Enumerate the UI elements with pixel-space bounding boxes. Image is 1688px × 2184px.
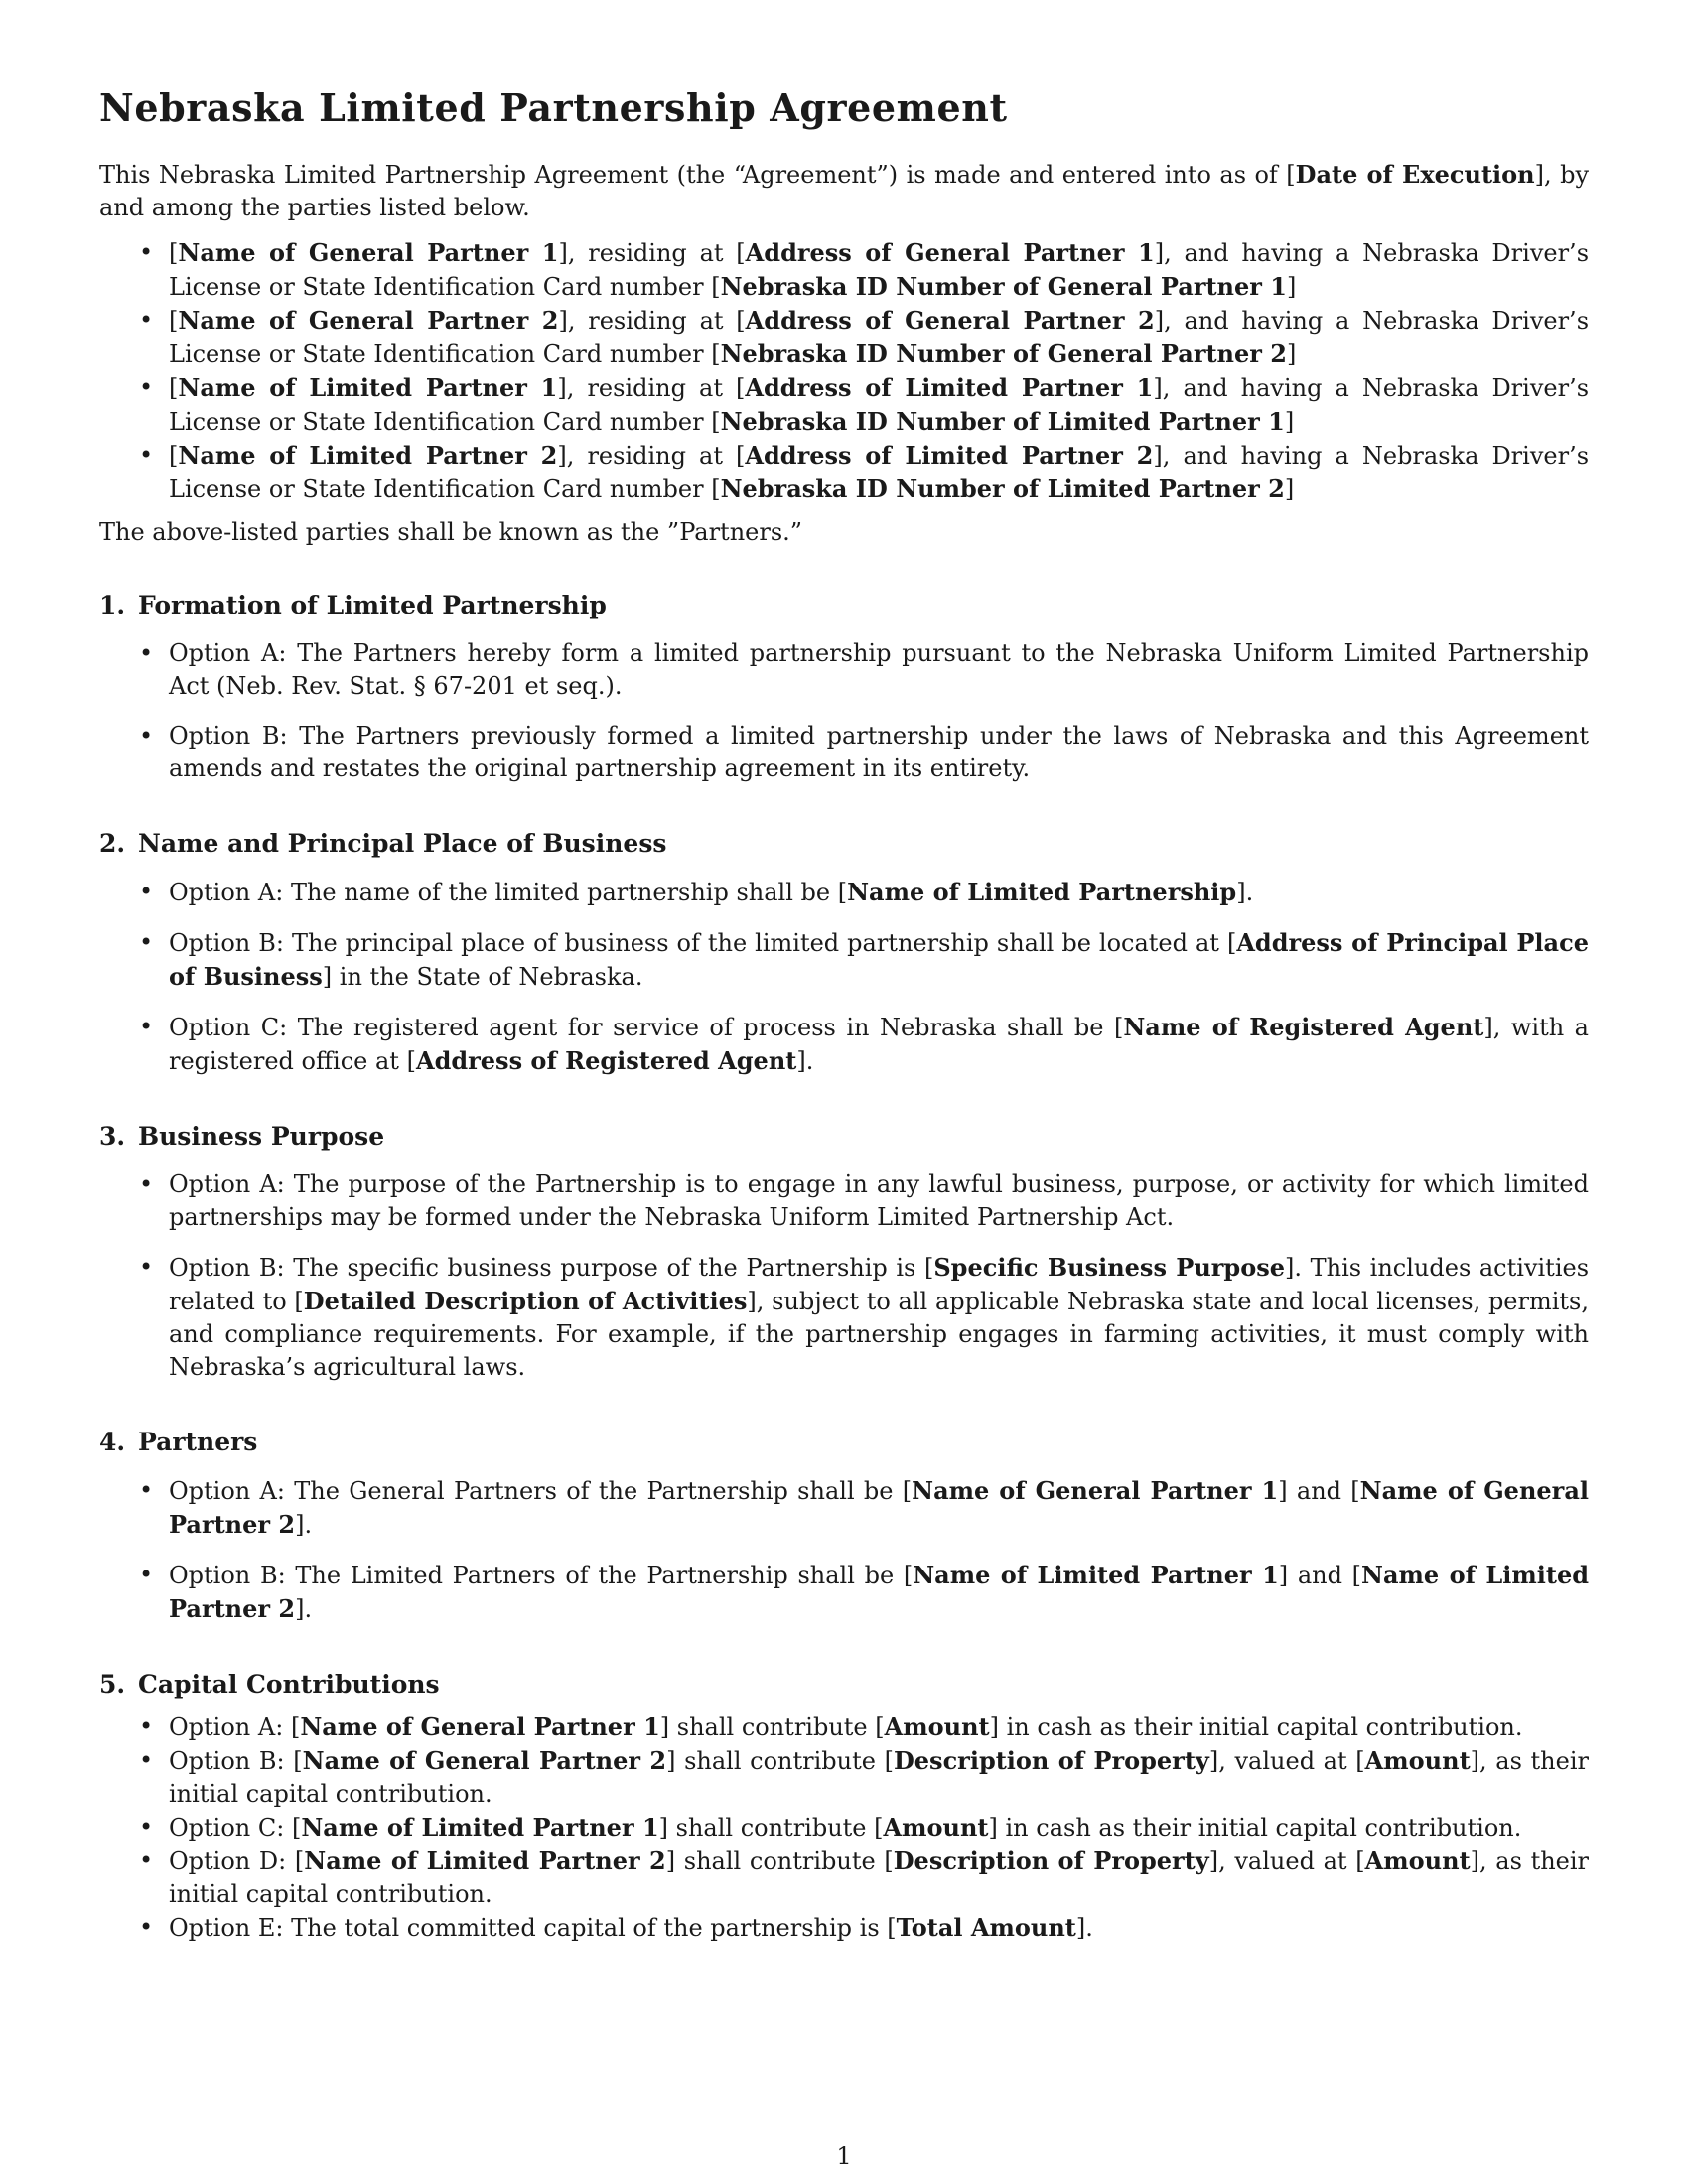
section-options: [99, 1474, 1589, 1626]
placeholder-field: Amount: [883, 1813, 989, 1842]
placeholder-field: Detailed Description of Activities: [303, 1287, 748, 1315]
placeholder-field: Name of General Partner 1: [300, 1712, 660, 1741]
placeholder-field: Specific Business Purpose: [933, 1253, 1286, 1282]
placeholder-field: Name of Limited Partnership: [847, 878, 1237, 906]
intro-text-start: This Nebraska Limited Partnership Agreement (the “Agreement”) is made and entered into as of [: [99, 161, 1296, 189]
placeholder-field: Total Amount: [896, 1913, 1076, 1942]
section-number: 4.: [99, 1428, 126, 1456]
placeholder-field: Name of Limited Partner 1: [301, 1813, 659, 1842]
section-formation: [99, 591, 1589, 785]
placeholder-field: Address of Principal Place of Business: [169, 928, 1589, 991]
section-number: 5.: [99, 1670, 126, 1699]
placeholder-field: Name of Registered Agent: [1123, 1013, 1484, 1041]
document-title: Nebraska Limited Partnership Agreement: [99, 85, 1008, 130]
party-name: Name of Limited Partner 2: [178, 441, 558, 470]
placeholder-field: Name of General Partner 2: [302, 1746, 667, 1775]
section-title: Name and Principal Place of Business: [138, 829, 667, 858]
placeholder-field: Description of Property: [893, 1846, 1209, 1875]
party-item: • [Name of General Partner 1], residing at [Address of General Partner 1], and having a Nebraska Driver’s License or State Identification Card number [Nebraska ID Number of General Partner 1]: [169, 236, 1589, 304]
section-number: 3.: [99, 1122, 126, 1151]
section-title: Formation of Limited Partnership: [138, 591, 607, 619]
option-item: • Option B: The Limited Partners of the Partnership shall be [Name of Limited Partner 1] and [Name of Limited Partner 2].: [169, 1559, 1589, 1626]
page-number: 1: [836, 2142, 852, 2170]
section-options: [99, 637, 1589, 785]
option-item: • Option B: The Partners previously formed a limited partnership under the laws of Nebraska and this Agreement amends and restates the original partnership agreement in its entirety.: [169, 720, 1589, 785]
option-item: • Option C: [Name of Limited Partner 1] shall contribute [Amount] in cash as their initial capital contribution.: [169, 1811, 1589, 1844]
option-item: • Option B: The specific business purpose of the Partnership is [Specific Business Purpose]. This includes activities related to [Detailed Description of Activities], subject to all applicable Nebraska state and local licenses, permits, and compliance requirements. For example, if the partnership engages in farming activities, it must comply with Nebraska’s agricultural laws.: [169, 1251, 1589, 1384]
party-id: Nebraska ID Number of Limited Partner 2: [720, 475, 1285, 503]
section-heading: [99, 1428, 1589, 1456]
placeholder-field: Amount: [884, 1712, 990, 1741]
party-id: Nebraska ID Number of Limited Partner 1: [720, 407, 1285, 436]
section-title: Capital Contributions: [138, 1670, 440, 1699]
section-business-purpose: [99, 1122, 1589, 1384]
section-title: Partners: [138, 1428, 258, 1456]
placeholder-field: Name of Limited Partner 2: [304, 1846, 666, 1875]
section-title: Business Purpose: [138, 1122, 385, 1151]
party-address: Address of Limited Partner 1: [745, 373, 1154, 402]
section-options: [99, 1710, 1589, 1945]
document-page: [99, 85, 1589, 1945]
placeholder-field: Address of Registered Agent: [415, 1046, 797, 1075]
party-item: • [Name of Limited Partner 2], residing at [Address of Limited Partner 2], and having a Nebraska Driver’s License or State Identification Card number [Nebraska ID Number of Limited Partner 2]: [169, 439, 1589, 506]
placeholder-field: Amount: [1364, 1746, 1471, 1775]
section-number: 2.: [99, 829, 126, 858]
party-item: • [Name of Limited Partner 1], residing at [Address of Limited Partner 1], and having a Nebraska Driver’s License or State Identification Card number [Nebraska ID Number of Limited Partner 1]: [169, 371, 1589, 439]
placeholder-field: Name of General Partner 1: [912, 1476, 1279, 1505]
placeholder-field: Name of General Partner 2: [169, 1476, 1589, 1539]
section-partners: [99, 1428, 1589, 1626]
intro-text-end: ], by and among the parties listed below.: [99, 161, 1590, 221]
party-address: Address of General Partner 1: [745, 238, 1155, 267]
placeholder-field: Description of Property: [893, 1746, 1209, 1775]
section-options: [99, 876, 1589, 1078]
option-item: • Option A: The purpose of the Partnership is to engage in any lawful business, purpose, or activity for which limited partnerships may be formed under the Nebraska Uniform Limited Partnership Act.: [169, 1168, 1589, 1234]
placeholder-field: Name of Limited Partner 2: [169, 1561, 1589, 1623]
option-item: • Option A: The Partners hereby form a limited partnership pursuant to the Nebraska Uniform Limited Partnership Act (Neb. Rev. Stat. § 67-201 et seq.).: [169, 637, 1589, 703]
option-item: • Option D: [Name of Limited Partner 2] shall contribute [Description of Property], valued at [Amount], as their initial capital contribution.: [169, 1844, 1589, 1911]
option-item: • Option E: The total committed capital of the partnership is [Total Amount].: [169, 1911, 1589, 1945]
party-name: Name of General Partner 2: [178, 306, 559, 335]
party-name: Name of General Partner 1: [178, 238, 559, 267]
section-capital-contributions: [99, 1670, 1589, 1945]
placeholder-field: Amount: [1364, 1846, 1471, 1875]
party-id: Nebraska ID Number of General Partner 1: [720, 272, 1287, 301]
option-item: • Option A: The name of the limited partnership shall be [Name of Limited Partnership].: [169, 876, 1589, 909]
intro-paragraph: [99, 158, 1589, 224]
section-heading: [99, 1670, 1589, 1699]
placeholder-field: Name of Limited Partner 1: [913, 1561, 1279, 1589]
section-heading: [99, 591, 1589, 619]
option-item: • Option B: [Name of General Partner 2] shall contribute [Description of Property], valued at [Amount], as their initial capital contribution.: [169, 1744, 1589, 1811]
option-item: • Option B: The principal place of business of the limited partnership shall be located at [Address of Principal Place of Business] in the State of Nebraska.: [169, 926, 1589, 994]
section-heading: [99, 1122, 1589, 1151]
option-item: • Option A: [Name of General Partner 1] shall contribute [Amount] in cash as their initial capital contribution.: [169, 1710, 1589, 1744]
parties-list: [99, 236, 1589, 506]
party-address: Address of General Partner 2: [745, 306, 1155, 335]
party-id: Nebraska ID Number of General Partner 2: [720, 340, 1287, 368]
parties-closing: The above-listed parties shall be known as the ”Partners.”: [99, 518, 803, 546]
date-of-execution-placeholder: Date of Execution: [1295, 160, 1535, 189]
section-name-and-place: [99, 829, 1589, 1078]
section-heading: [99, 829, 1589, 858]
section-options: [99, 1168, 1589, 1384]
option-item: • Option A: The General Partners of the Partnership shall be [Name of General Partner 1] and [Name of General Partner 2].: [169, 1474, 1589, 1542]
option-item: • Option C: The registered agent for service of process in Nebraska shall be [Name of Registered Agent], with a registered office at [Address of Registered Agent].: [169, 1011, 1589, 1078]
party-name: Name of Limited Partner 1: [178, 373, 558, 402]
party-address: Address of Limited Partner 2: [745, 441, 1154, 470]
section-number: 1.: [99, 591, 126, 619]
party-item: • [Name of General Partner 2], residing at [Address of General Partner 2], and having a Nebraska Driver’s License or State Identification Card number [Nebraska ID Number of General Partner 2]: [169, 304, 1589, 371]
